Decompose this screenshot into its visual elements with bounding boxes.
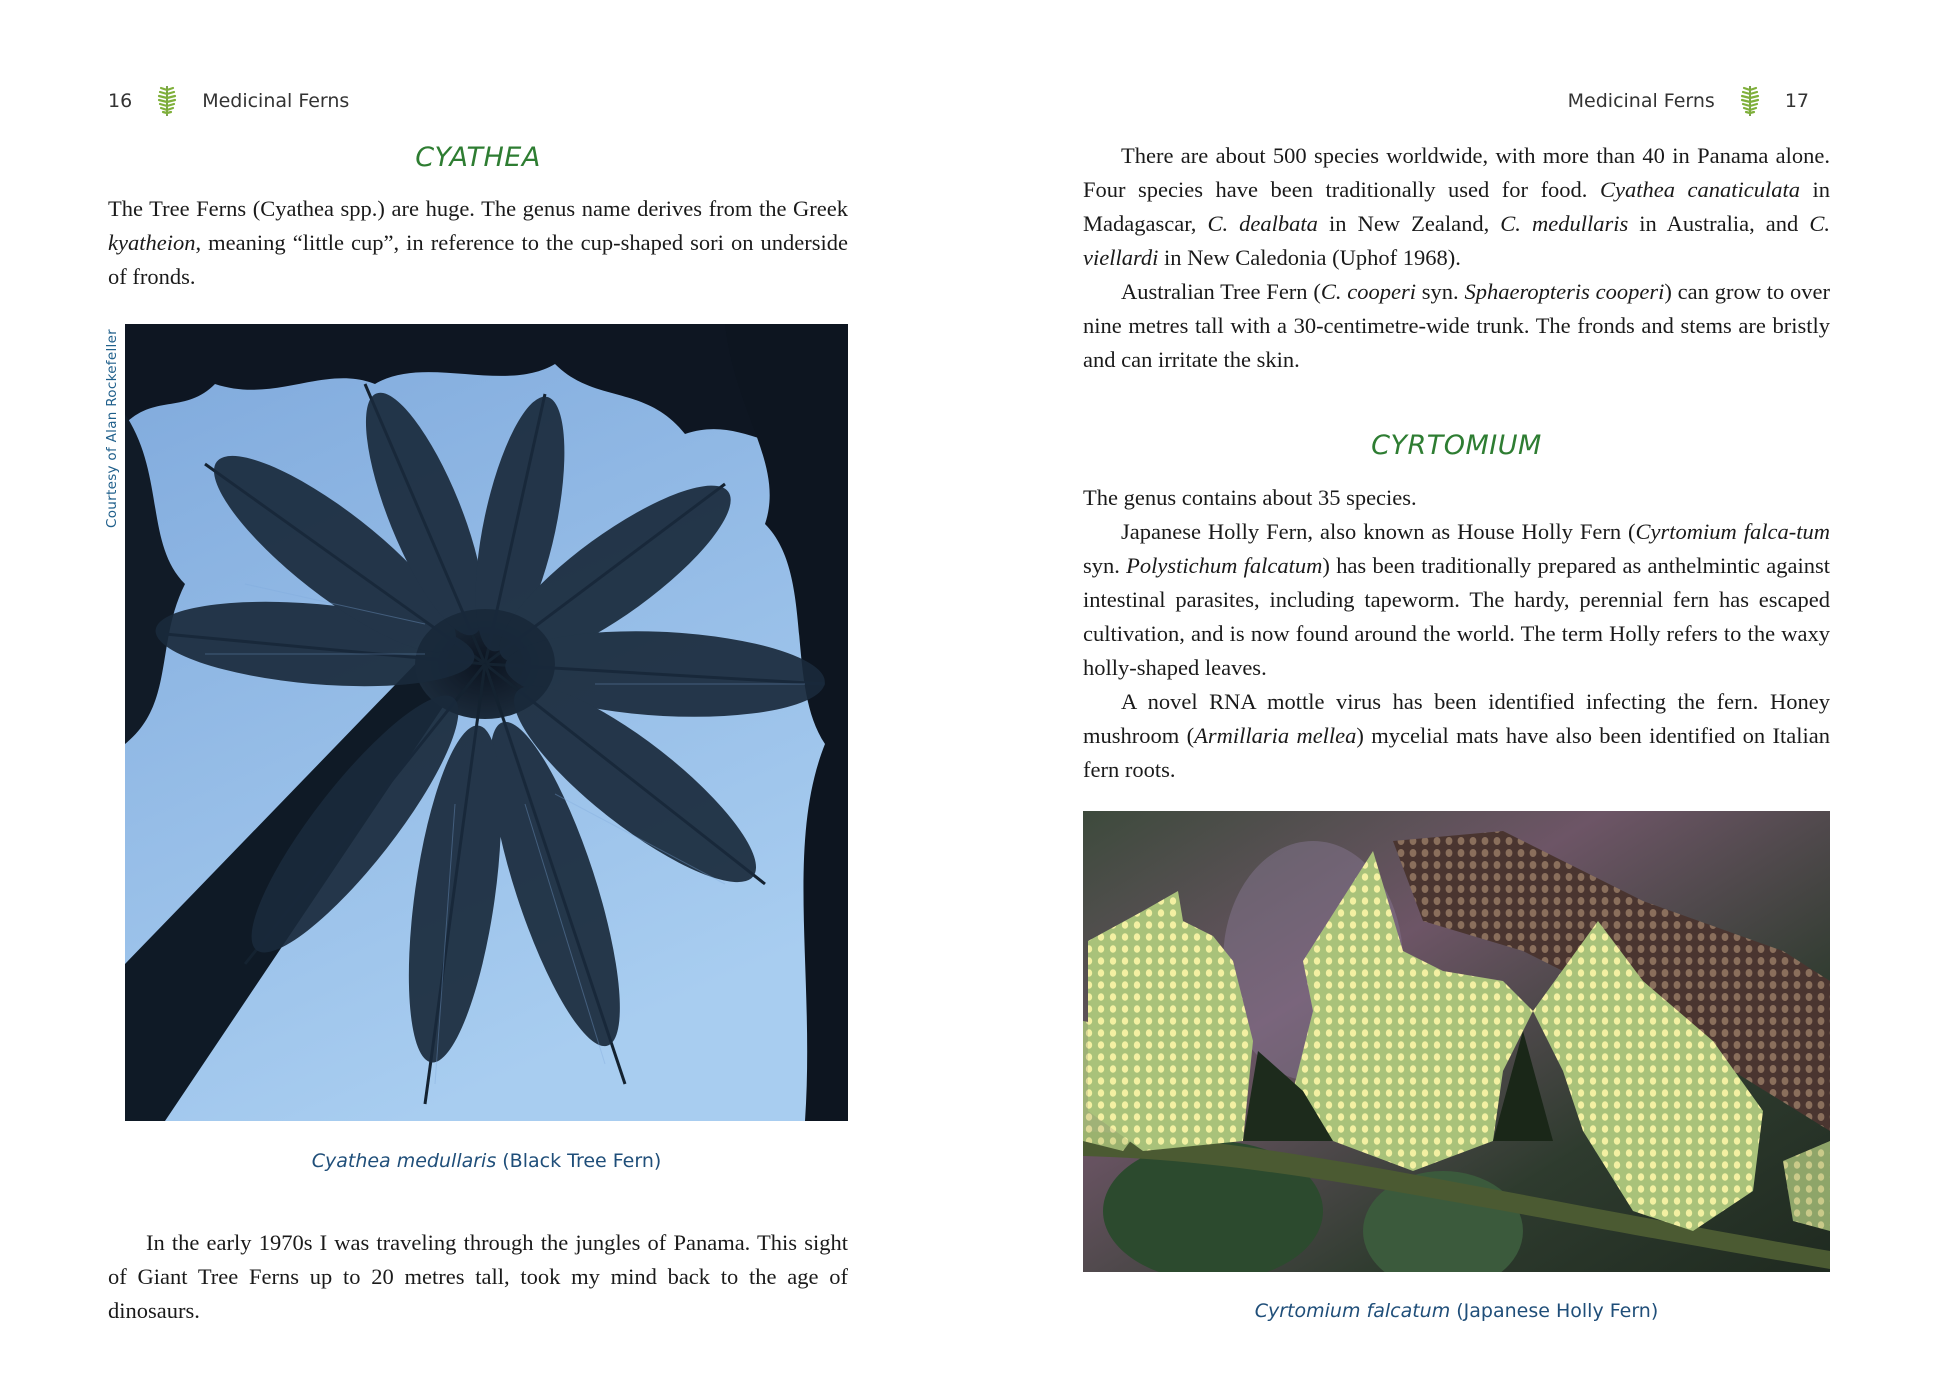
cyathea-intro: The Tree Ferns (Cyathea spp.) are huge. The genus name derives from the Greek kyatheion, meaning “little cup”, in reference to the cup-shaped sori on underside of fronds. [108, 196, 848, 289]
running-title: Medicinal Ferns [202, 90, 350, 112]
holly-fern-image [1083, 811, 1830, 1272]
fern-icon [156, 84, 178, 118]
photo-caption-cyrtomium: Cyrtomium falcatum (Japanese Holly Fern) [1254, 1300, 1659, 1322]
section-heading-cyrtomium: CYRTOMIUM [1371, 430, 1542, 461]
rna-virus-paragraph: A novel RNA mottle virus has been identified infecting the fern. Honey mushroom (Armillaria mellea) mycelial mats have also been identified on Italian fern roots. [1083, 689, 1830, 782]
running-head-right [1568, 86, 1809, 116]
page-number: 17 [1784, 90, 1809, 112]
right-page [976, 0, 1952, 1400]
holly-fern-photo [1083, 811, 1830, 1272]
cyrtomium-text [1083, 481, 1830, 787]
cyathea-species-paragraph: There are about 500 species worldwide, with more than 40 in Panama alone. Four species have been traditionally used for food. Cyathea canaticulata in Madagascar, C. dealbata in New Zealand, C. medullaris in Australia, and C. viellardi in New Caledonia (Uphof 1968). [1083, 143, 1830, 270]
photo-credit: Courtesy of Alan Rockefeller [104, 328, 120, 528]
japanese-holly-fern-paragraph: Japanese Holly Fern, also known as House Holly Fern (Cyrtomium falca-tum syn. Polystichum falcatum) has been traditionally prepared as anthelmintic against intestinal parasites, including tapeworm. The hardy, perennial fern has escaped cultivation, and is now found around the world. The term Holly refers to the waxy holly-shaped leaves. [1083, 519, 1831, 680]
australian-tree-fern-paragraph: Australian Tree Fern (C. cooperi syn. Sphaeropteris cooperi) can grow to over nine metres tall with a 30-centimetre-wide trunk. The fronds and stems are bristly and can irritate the skin. [1083, 279, 1830, 372]
page-number: 16 [108, 90, 133, 112]
photo-caption-cyathea: Cyathea medullaris (Black Tree Fern) [311, 1150, 662, 1172]
tree-fern-photo [125, 324, 848, 1121]
cyrtomium-genus-paragraph: The genus contains about 35 species. [1083, 485, 1417, 510]
running-head-left [108, 86, 349, 116]
running-title: Medicinal Ferns [1567, 90, 1715, 112]
closing-paragraph: In the early 1970s I was traveling through the jungles of Panama. This sight of Giant Tree Ferns up to 20 metres tall, took my mind back to the age of dinosaurs. [108, 1230, 848, 1323]
fern-icon [1739, 84, 1761, 118]
cyathea-continued [1083, 139, 1830, 377]
section-heading-cyathea: CYATHEA [415, 142, 541, 173]
tree-fern-image [125, 324, 848, 1121]
